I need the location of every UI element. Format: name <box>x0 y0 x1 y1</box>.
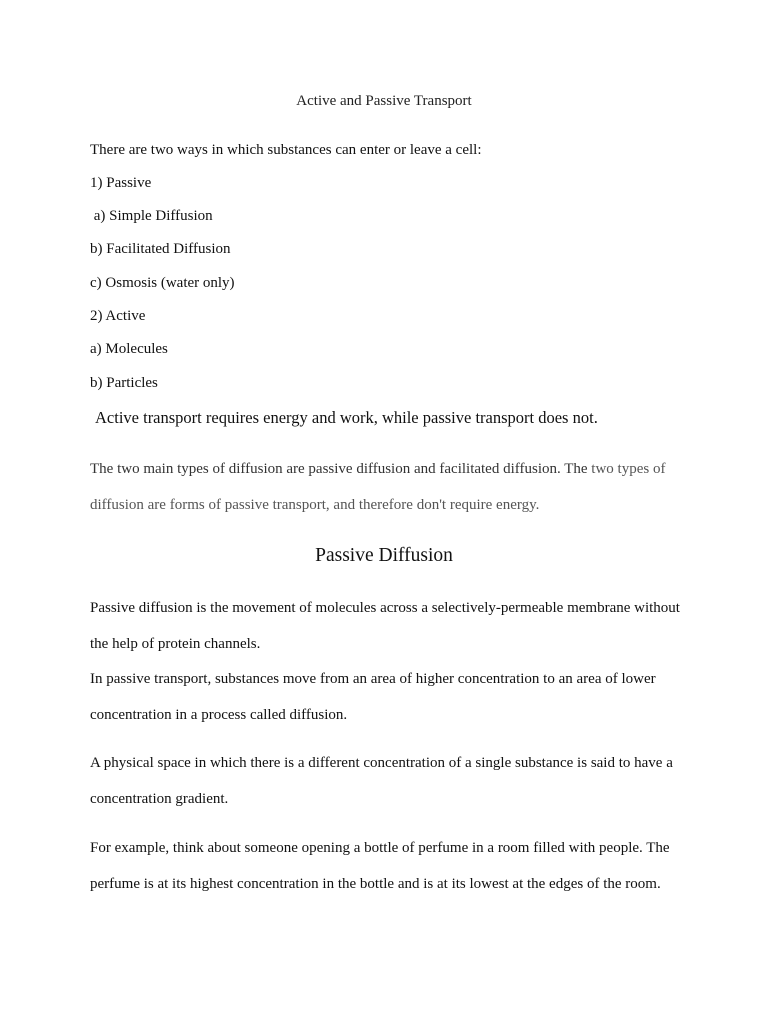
diffusion-types-text-continued: two types of diffusion are forms of passive transport, and therefore don't require energy. <box>90 461 666 513</box>
concentration-gradient-paragraph: A physical space in which there is a different concentration of a single substance is said to have a concentration gradient. <box>90 755 673 807</box>
list-item: b) Facilitated Diffusion <box>90 241 231 257</box>
intro-text: There are two ways in which substances can enter or leave a cell: <box>90 142 482 158</box>
passive-diffusion-paragraph: Passive diffusion is the movement of molecules across a selectively-permeable membrane without the help of protein channels. <box>90 600 680 652</box>
list-item: b) Particles <box>90 375 158 391</box>
list-item: c) Osmosis (water only) <box>90 275 235 291</box>
perfume-example-paragraph: For example, think about someone opening a bottle of perfume in a room filled with people. The perfume is at its highest concentration in the bottle and is at its lowest at the edges of the room. <box>90 840 670 892</box>
list-item: a) Molecules <box>90 341 168 357</box>
transport-statement: Active transport requires energy and work, while passive transport does not. <box>95 408 598 427</box>
list-item: a) Simple Diffusion <box>90 208 213 224</box>
diffusion-types-text: The two main types of diffusion are passive diffusion and facilitated diffusion. The <box>90 461 588 477</box>
document-title: Active and Passive Transport <box>296 93 472 109</box>
section-heading: Passive Diffusion <box>315 545 453 566</box>
passive-transport-paragraph: In passive transport, substances move from an area of higher concentration to an area of lower concentration in a process called diffusion. <box>90 671 656 723</box>
list-item: 1) Passive <box>90 175 152 191</box>
list-item: 2) Active <box>90 308 146 324</box>
diffusion-types-paragraph <box>90 452 685 523</box>
